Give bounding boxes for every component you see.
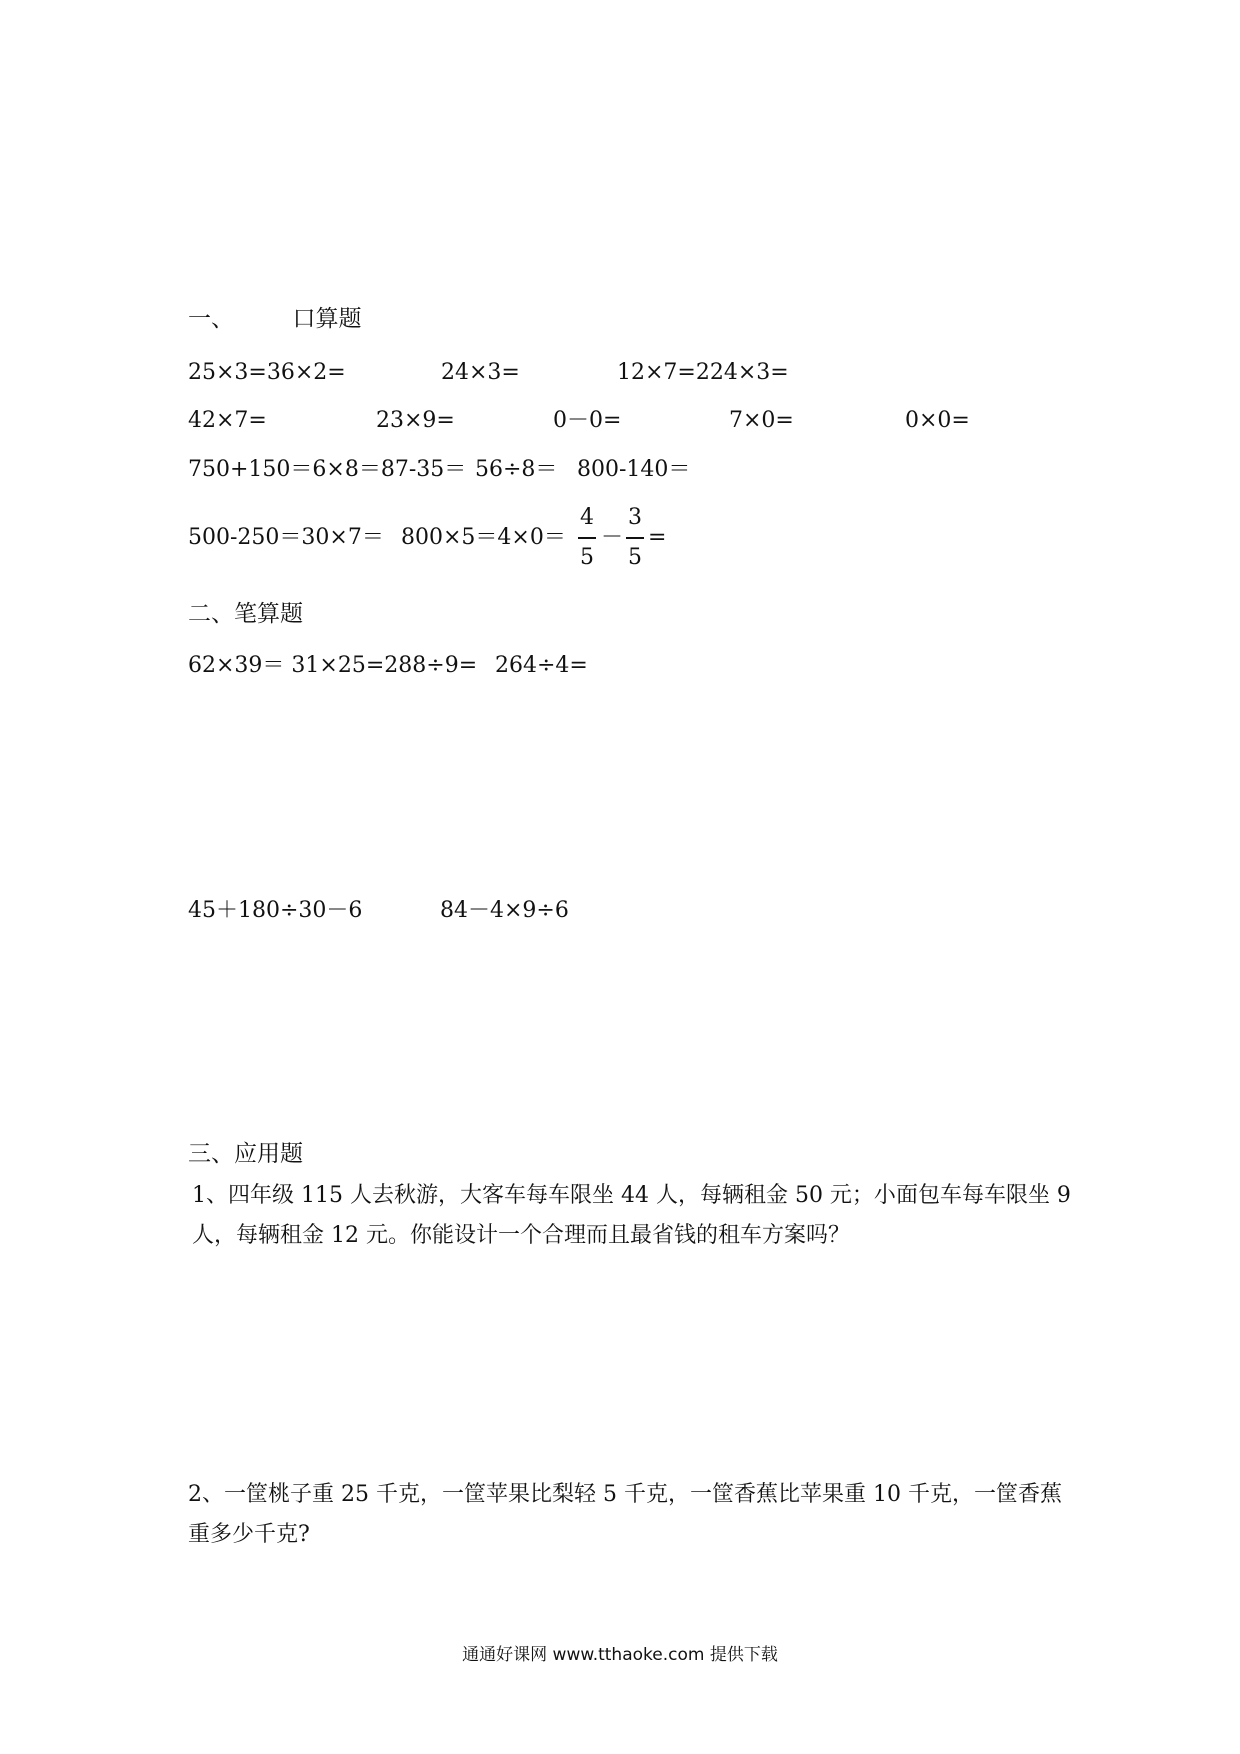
exercise: 56÷8＝ (475, 457, 558, 482)
exercise: 24×3= (441, 360, 520, 385)
equals-sign: = (648, 525, 667, 550)
exercise: 12×7=224×3= (617, 360, 789, 385)
fraction-denominator: 5 (580, 545, 594, 570)
section3-heading: 三、应用题 (188, 1141, 303, 1167)
fraction-bar (626, 537, 644, 539)
exercise: 500-250＝30×7＝ (188, 525, 384, 550)
exercise: 264÷4= (495, 653, 588, 678)
exercise: 750+150＝6×8＝87-35＝ (188, 457, 467, 482)
exercise: 84－4×9÷6 (440, 898, 569, 923)
fraction-three-fifths (626, 507, 644, 569)
exercise: 45＋180÷30－6 (188, 898, 363, 923)
word-problem-2: 2、一筐桃子重 25 千克，一筐苹果比梨轻 5 千克，一筐香蕉比苹果重 10 千克，一筐香蕉重多少千克? (188, 1482, 1062, 1547)
exercise: 800×5＝4×0＝ (401, 525, 566, 550)
exercise: 23×9= (376, 408, 455, 433)
section2-heading: 二、笔算题 (188, 601, 303, 627)
footer-source: 通通好课网 www.tthaoke.com 提供下载 (462, 1645, 778, 1665)
fraction-denominator: 5 (628, 545, 642, 570)
fraction-numerator: 3 (628, 505, 642, 530)
fraction-numerator: 4 (580, 505, 594, 530)
fraction-bar (578, 537, 596, 539)
minus-sign: － (601, 525, 624, 550)
exercise: 0－0= (553, 408, 622, 433)
exercise: 7×0= (729, 408, 794, 433)
exercise: 62×39＝ 31×25=288÷9= (188, 653, 478, 678)
section1-heading: 一、 口算题 (188, 306, 362, 332)
exercise: 25×3=36×2= (188, 360, 346, 385)
exercise: 800-140＝ (577, 457, 691, 482)
exercise: 42×7= (188, 408, 267, 433)
word-problem-1: 1、四年级 115 人去秋游，大客车每车限坐 44 人，每辆租金 50 元；小面包车每车限坐 9 人，每辆租金 12 元。你能设计一个合理而且最省钱的租车方案吗？ (192, 1183, 1071, 1248)
exercise: 0×0= (905, 408, 970, 433)
fraction-four-fifths (578, 507, 596, 569)
